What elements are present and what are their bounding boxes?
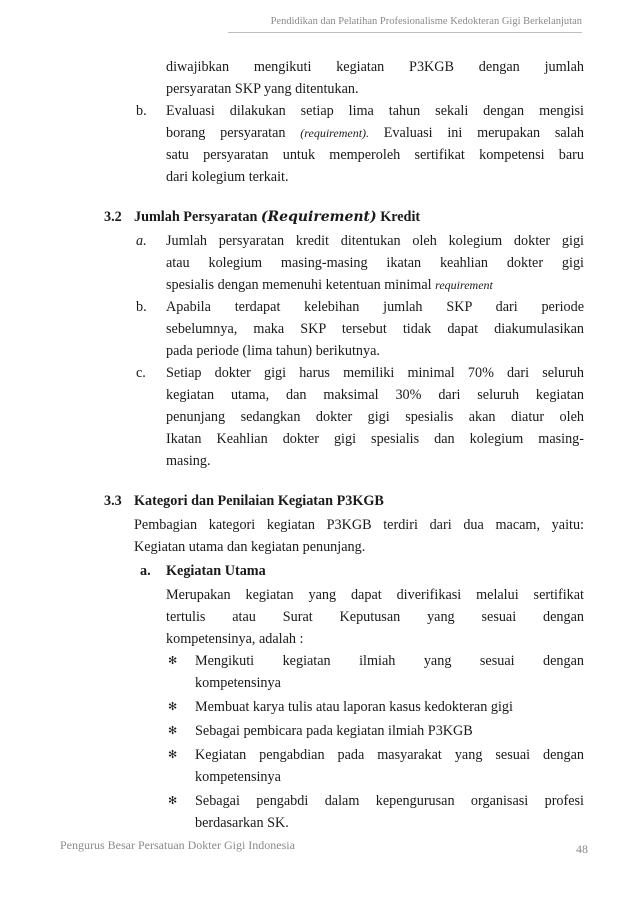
asterisk-bullet-icon: ✻ — [168, 749, 178, 761]
list-marker: c. — [136, 365, 146, 381]
text-run: Evaluasi ini merupakan salah — [369, 125, 584, 141]
heading-run: Jumlah Persyaratan — [134, 209, 261, 225]
body-line: Evaluasi dilakukan setiap lima tahun sekali dengan mengisi — [166, 103, 584, 119]
body-line: kompetensinya, adalah : — [166, 631, 304, 647]
body-line: tertulis atau Surat Keputusan yang sesuai dengan — [166, 609, 584, 625]
bullet-line: Membuat karya tulis atau laporan kasus kedokteran gigi — [195, 699, 513, 715]
body-line: Kegiatan utama dan kegiatan penunjang. — [134, 539, 366, 555]
page-number: 48 — [576, 842, 588, 856]
footer-organization: Pengurus Besar Persatuan Dokter Gigi Indonesia — [60, 838, 295, 852]
text-run: borang persyaratan — [166, 125, 301, 141]
body-line — [166, 122, 584, 144]
heading-run-italic: (Requirement) — [260, 209, 377, 225]
body-line: pada periode (lima tahun) berikutnya. — [166, 343, 380, 359]
body-line: atau kolegium masing-masing ikatan keahlian dokter gigi — [166, 255, 584, 271]
bullet-line: Kegiatan pengabdian pada masyarakat yang sesuai dengan — [195, 747, 584, 763]
section-heading — [134, 206, 420, 228]
section-number: 3.3 — [104, 493, 122, 509]
list-marker: b. — [136, 103, 147, 119]
body-line: Pembagian kategori kegiatan P3KGB terdiri dari dua macam, yaitu: — [134, 517, 584, 533]
body-line: Ikatan Keahlian dokter gigi spesialis dan kolegium masing- — [166, 431, 584, 447]
subsection-heading: Kegiatan Utama — [166, 563, 266, 579]
asterisk-bullet-icon: ✻ — [168, 655, 178, 667]
body-line: persyaratan SKP yang ditentukan. — [166, 81, 359, 97]
body-line: diwajibkan mengikuti kegiatan P3KGB dengan jumlah — [166, 59, 584, 75]
bullet-line: Sebagai pembicara pada kegiatan ilmiah P3KGB — [195, 723, 473, 739]
text-run-italic: (requirement). — [300, 126, 370, 140]
bullet-line: kompetensinya — [195, 769, 281, 785]
body-line: Apabila terdapat kelebihan jumlah SKP dari periode — [166, 299, 584, 315]
body-line: Setiap dokter gigi harus memiliki minimal 70% dari seluruh — [166, 365, 584, 381]
list-marker: a. — [140, 563, 151, 579]
body-line: dari kolegium terkait. — [166, 169, 289, 185]
list-marker: a. — [136, 233, 147, 249]
body-line — [166, 274, 493, 296]
body-line: Jumlah persyaratan kredit ditentukan oleh kolegium dokter gigi — [166, 233, 584, 249]
list-marker: b. — [136, 299, 147, 315]
asterisk-bullet-icon: ✻ — [168, 795, 178, 807]
body-line: sebelumnya, maka SKP tersebut tidak dapat diakumulasikan — [166, 321, 584, 337]
header-divider — [228, 32, 582, 33]
body-line: Merupakan kegiatan yang dapat diverifikasi melalui sertifikat — [166, 587, 584, 603]
body-line: penunjang sedangkan dokter gigi spesialis akan diatur oleh — [166, 409, 584, 425]
bullet-line: Mengikuti kegiatan ilmiah yang sesuai dengan — [195, 653, 584, 669]
asterisk-bullet-icon: ✻ — [168, 725, 178, 737]
bullet-line: Sebagai pengabdi dalam kepengurusan organisasi profesi — [195, 793, 584, 809]
text-run: spesialis dengan memenuhi ketentuan minimal — [166, 277, 436, 293]
asterisk-bullet-icon: ✻ — [168, 701, 178, 713]
bullet-line: kompetensinya — [195, 675, 281, 691]
body-line: kegiatan utama, dan maksimal 30% dari seluruh kegiatan — [166, 387, 584, 403]
body-line: satu persyaratan untuk memperoleh sertifikat kompetensi baru — [166, 147, 584, 163]
text-run-italic: requirement — [435, 278, 493, 292]
bullet-line: berdasarkan SK. — [195, 815, 289, 831]
section-number: 3.2 — [104, 209, 122, 225]
heading-run: Kredit — [376, 209, 421, 225]
section-heading: Kategori dan Penilaian Kegiatan P3KGB — [134, 493, 384, 509]
running-header: Pendidikan dan Pelatihan Profesionalisme Kedokteran Gigi Berkelanjutan — [270, 16, 582, 27]
body-line: masing. — [166, 453, 211, 469]
